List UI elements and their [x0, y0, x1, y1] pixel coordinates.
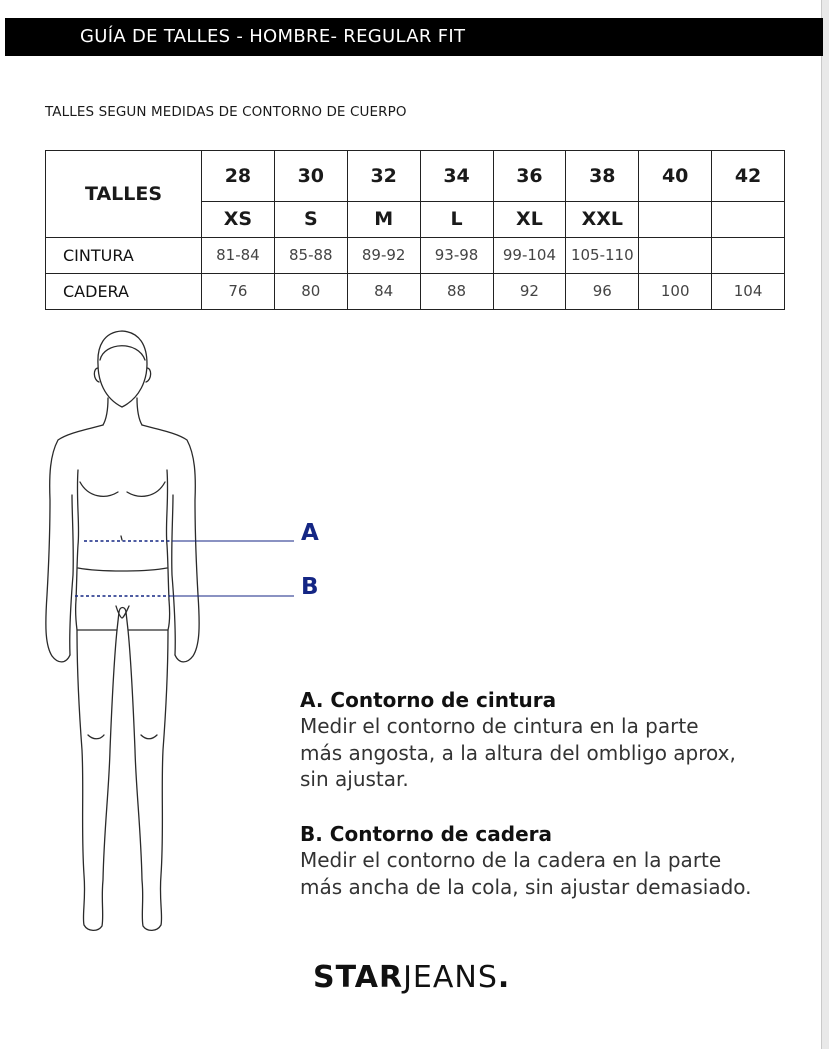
value-cell — [712, 237, 785, 273]
description-waist-line: sin ajustar. — [300, 767, 409, 791]
value-cell: 104 — [712, 273, 785, 309]
letter-cell: XL — [493, 202, 566, 237]
value-cell: 84 — [347, 273, 420, 309]
size-cell: 34 — [420, 151, 493, 202]
letter-cell: XXL — [566, 202, 639, 237]
brand-logo-regular: JEANS — [403, 960, 498, 995]
value-cell: 92 — [493, 273, 566, 309]
letter-cell — [639, 202, 712, 237]
size-cell: 28 — [202, 151, 275, 202]
size-cell: 30 — [274, 151, 347, 202]
value-cell: 81-84 — [202, 237, 275, 273]
header-title: GUÍA DE TALLES - HOMBRE- REGULAR FIT — [80, 26, 466, 47]
table-row-sizes — [46, 151, 785, 202]
value-cell: 100 — [639, 273, 712, 309]
table-header-label: TALLES — [46, 151, 202, 238]
value-cell: 80 — [274, 273, 347, 309]
description-hip-line: Medir el contorno de la cadera en la parte — [300, 848, 722, 872]
marker-b: B — [301, 574, 319, 600]
body-figure-illustration — [35, 325, 305, 940]
letter-cell: M — [347, 202, 420, 237]
letter-cell: L — [420, 202, 493, 237]
description-waist-line: más angosta, a la altura del ombligo aprox, — [300, 740, 736, 765]
value-cell: 88 — [420, 273, 493, 309]
brand-logo-dot: . — [497, 960, 511, 995]
value-cell: 85-88 — [274, 237, 347, 273]
letter-cell: S — [274, 202, 347, 237]
value-cell — [639, 237, 712, 273]
row-label-cadera: CADERA — [46, 273, 202, 309]
row-label-cintura: CINTURA — [46, 237, 202, 273]
value-cell: 89-92 — [347, 237, 420, 273]
letter-cell — [712, 202, 785, 237]
size-cell: 42 — [712, 151, 785, 202]
brand-logo-bold: STAR — [313, 960, 404, 995]
value-cell: 93-98 — [420, 237, 493, 273]
page-edge — [822, 0, 829, 1049]
description-hip-title: B. Contorno de cadera — [300, 822, 553, 846]
table-row-cadera — [46, 273, 785, 309]
subtitle: TALLES SEGUN MEDIDAS DE CONTORNO DE CUERPO — [45, 104, 407, 120]
description-hip-line: más ancha de la cola, sin ajustar demasiado. — [300, 874, 752, 899]
value-cell: 99-104 — [493, 237, 566, 273]
header-bar — [5, 18, 823, 56]
size-cell: 32 — [347, 151, 420, 202]
brand-logo — [313, 960, 510, 995]
description-waist-line: Medir el contorno de cintura en la parte — [300, 714, 699, 738]
size-cell: 36 — [493, 151, 566, 202]
page-edge-line — [821, 0, 822, 1049]
description-waist-title: A. Contorno de cintura — [300, 688, 557, 712]
size-table — [45, 150, 785, 310]
value-cell: 105-110 — [566, 237, 639, 273]
marker-a: A — [301, 520, 319, 546]
letter-cell: XS — [202, 202, 275, 237]
value-cell: 76 — [202, 273, 275, 309]
table-row-cintura — [46, 237, 785, 273]
description-hip — [300, 821, 810, 900]
description-waist — [300, 687, 810, 793]
size-cell: 38 — [566, 151, 639, 202]
value-cell: 96 — [566, 273, 639, 309]
size-cell: 40 — [639, 151, 712, 202]
